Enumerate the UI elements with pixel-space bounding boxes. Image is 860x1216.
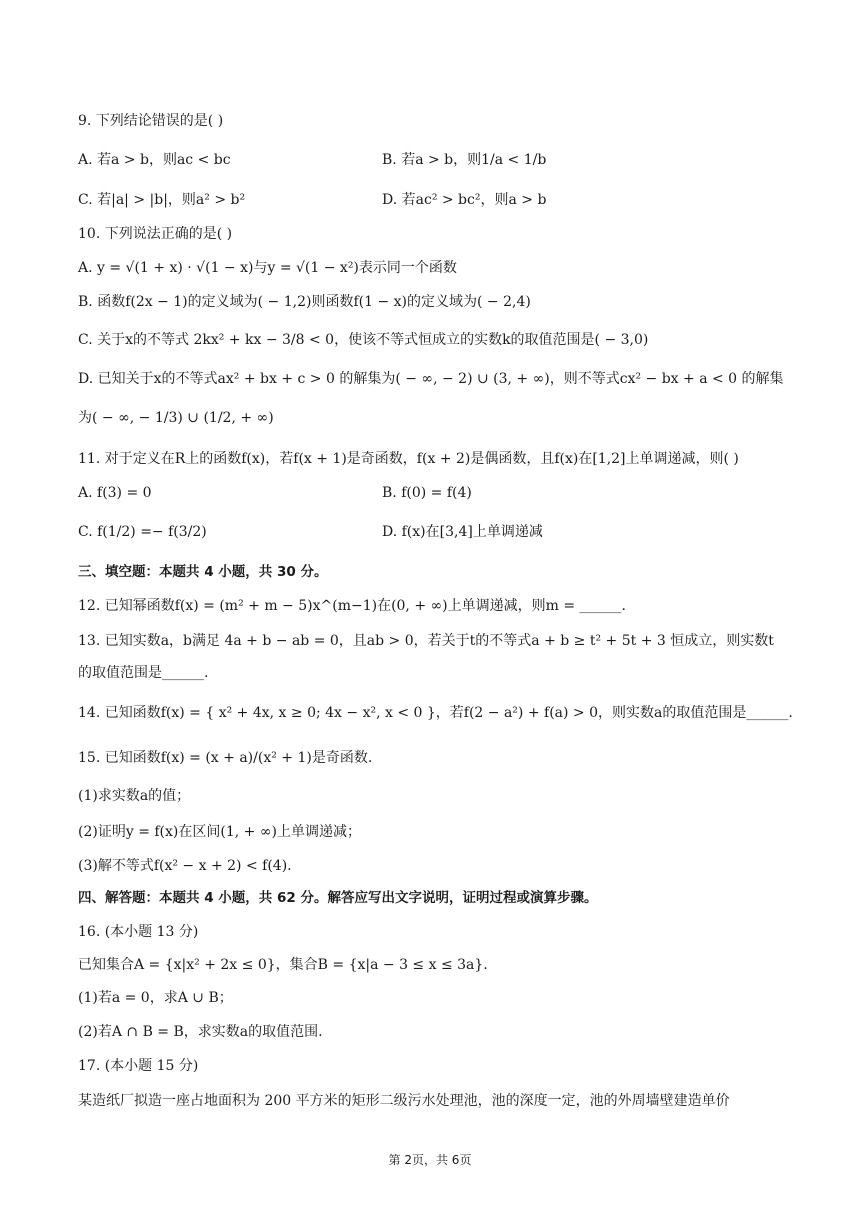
- q13-text: 13. 已知实数a，b满足 4a + b − ab = 0，且ab > 0，若关于t的不等式a + b ≥ t² + 5t + 3 恒成立，则实数t: [78, 633, 774, 649]
- q16-header: 16. (本小题 13 分): [78, 924, 199, 940]
- q17-header: 17. (本小题 15 分): [78, 1058, 199, 1074]
- q9-option-c: C. 若|a| > |b|，则a² > b²: [78, 192, 246, 208]
- q15-part-2: (2)证明y = f(x)在区间(1, + ∞)上单调递减；: [78, 824, 361, 840]
- q10-option-a: A. y = √(1 + x) · √(1 − x)与y = √(1 − x²)表示同一个函数: [78, 260, 457, 276]
- q15-part-3: (3)解不等式f(x² − x + 2) < f(4).: [78, 858, 292, 874]
- q9-option-a: A. 若a > b，则ac < bc: [78, 152, 231, 168]
- q15-part-1: (1)求实数a的值；: [78, 788, 191, 804]
- q11-option-b: B. f(0) = f(4): [382, 485, 472, 501]
- q11-option-c: C. f(1/2) =− f(3/2): [78, 524, 207, 540]
- q10-stem: 10. 下列说法正确的是( ): [78, 226, 233, 242]
- q13-text-cont: 的取值范围是______.: [78, 665, 209, 681]
- q11-stem: 11. 对于定义在R上的函数f(x)，若f(x + 1)是奇函数，f(x + 2)是偶函数，且f(x)在[1,2]上单调递减，则( ): [78, 451, 739, 467]
- q11-option-d: D. f(x)在[3,4]上单调递减: [382, 524, 543, 540]
- q15-text: 15. 已知函数f(x) = (x + a)/(x² + 1)是奇函数.: [78, 750, 373, 766]
- q10-option-c: C. 关于x的不等式 2kx² + kx − 3/8 < 0，使该不等式恒成立的实数k的取值范围是( − 3,0): [78, 332, 649, 348]
- q9-stem: 9. 下列结论错误的是( ): [78, 113, 224, 129]
- q12-text: 12. 已知幂函数f(x) = (m² + m − 5)x^(m−1)在(0, + ∞)上单调递减，则m = ______.: [78, 598, 626, 614]
- q10-option-d-cont: 为( − ∞, − 1/3) ∪ (1/2, + ∞): [78, 410, 274, 426]
- q9-option-d: D. 若ac² > bc²，则a > b: [382, 192, 547, 208]
- q9-option-b: B. 若a > b，则1/a < 1/b: [382, 152, 547, 168]
- q16-text: 已知集合A = {x|x² + 2x ≤ 0}，集合B = {x|a − 3 ≤ x ≤ 3a}.: [78, 957, 488, 973]
- q16-part-2: (2)若A ∩ B = B，求实数a的取值范围.: [78, 1024, 323, 1040]
- q10-option-d: D. 已知关于x的不等式ax² + bx + c > 0 的解集为( − ∞, − 2) ∪ (3, + ∞)，则不等式cx² − bx + a < 0 的解集: [78, 371, 784, 387]
- page-footer: 第 2页，共 6页: [388, 1153, 472, 1167]
- q17-text: 某造纸厂拟造一座占地面积为 200 平方米的矩形二级污水处理池，池的深度一定，池的外周墙壁建造单价: [78, 1093, 730, 1109]
- q14-text: 14. 已知函数f(x) = { x² + 4x, x ≥ 0; 4x − x², x < 0 }，若f(2 − a²) + f(a) > 0，则实数a的取值范围是______.: [78, 705, 793, 721]
- q16-part-1: (1)若a = 0，求A ∪ B；: [78, 990, 233, 1006]
- q11-option-a: A. f(3) = 0: [78, 485, 152, 501]
- section-3-title: 三、填空题：本题共 4 小题，共 30 分。: [78, 564, 328, 580]
- q10-option-b: B. 函数f(2x − 1)的定义域为( − 1,2)则函数f(1 − x)的定义域为( − 2,4): [78, 294, 531, 310]
- section-4-title: 四、解答题：本题共 4 小题，共 62 分。解答应写出文字说明，证明过程或演算步骤。: [78, 890, 598, 906]
